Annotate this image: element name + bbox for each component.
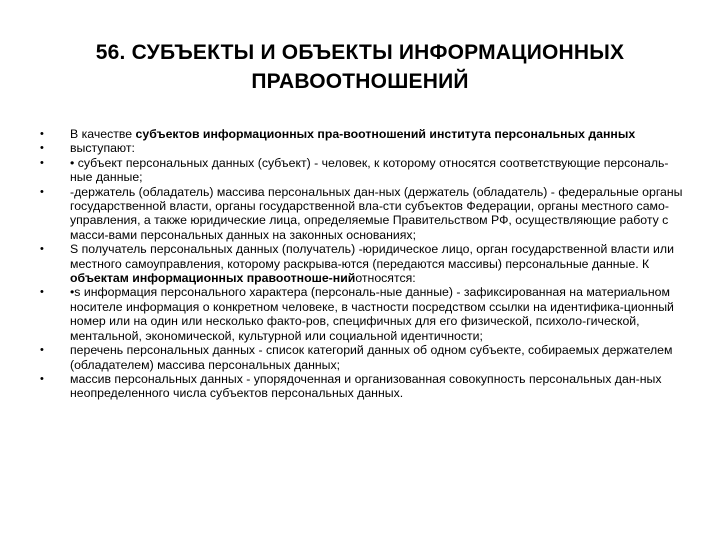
bullet-icon: • <box>40 185 44 198</box>
item-text-bold: объектам информационных правоотноше-ний <box>70 271 356 286</box>
list-item <box>40 285 690 343</box>
item-text: перечень персональных данных - список категорий данных об одном субъекте, собираемых держателем (обладателем) массива персональных данных; <box>70 343 673 372</box>
bullet-icon: • <box>40 372 44 385</box>
item-text: -держатель (обладатель) массива персональных дан-ных (держатель (обладатель) - федеральные органы государственной власти, органы государственной вла-сти субъектов Федерации, органы местного само-управления, а также юридические лица, определяемые Правительством РФ, осуществляющие работу с масси-вами персональных данных на законных основаниях; <box>70 184 683 242</box>
item-text: • субъект персональных данных (субъект) - человек, к которому относятся соответствующие персональ-ные данные; <box>70 155 669 185</box>
slide-title <box>40 38 680 96</box>
bullet-icon: • <box>40 243 44 256</box>
list-item <box>40 185 690 243</box>
bullet-icon: • <box>40 156 44 169</box>
list-item <box>40 372 690 401</box>
list-item <box>40 127 690 141</box>
item-text-suffix: относятся: <box>355 271 416 286</box>
bullet-icon: • <box>40 128 44 140</box>
bullet-icon: • <box>40 344 44 357</box>
title-line-1: 56. СУБЪЕКТЫ И ОБЪЕКТЫ ИНФОРМАЦИОННЫХ <box>95 41 625 64</box>
bullet-list <box>40 127 690 401</box>
bullet-icon: • <box>40 286 44 299</box>
item-text-prefix: S получатель персональных данных (получатель) -юридическое лицо, орган государственной власти или местного самоуправления, которому раскрыва-ются (передаются массивы) персональные данные. К <box>70 242 674 271</box>
item-text: массив персональных данных - упорядоченная и организованная совокупность персональных дан-ных неопределенного числа субъектов персональных данных. <box>70 371 662 401</box>
item-text: выступают: <box>70 141 135 156</box>
item-text-prefix: В качестве <box>70 127 136 141</box>
list-item <box>40 141 690 155</box>
list-item <box>40 156 690 185</box>
item-text-bold: субъектов информационных пра-воотношений института персональных данных <box>135 127 636 141</box>
title-line-2: ПРАВООТНОШЕНИЙ <box>251 70 469 93</box>
list-item <box>40 343 690 372</box>
bullet-icon: • <box>40 142 44 155</box>
list-item <box>40 242 690 285</box>
item-text: •s информация персонального характера (персональ-ные данные) - зафиксированная на материальном носителе информация о конкретном человеке, в частности посредством ссылки на идентифика-ционный номер или на один или несколько факто-ров, специфичных для его физической, психоло-гической, ментальной, экономической, культурной или социальной идентичности; <box>70 285 674 343</box>
